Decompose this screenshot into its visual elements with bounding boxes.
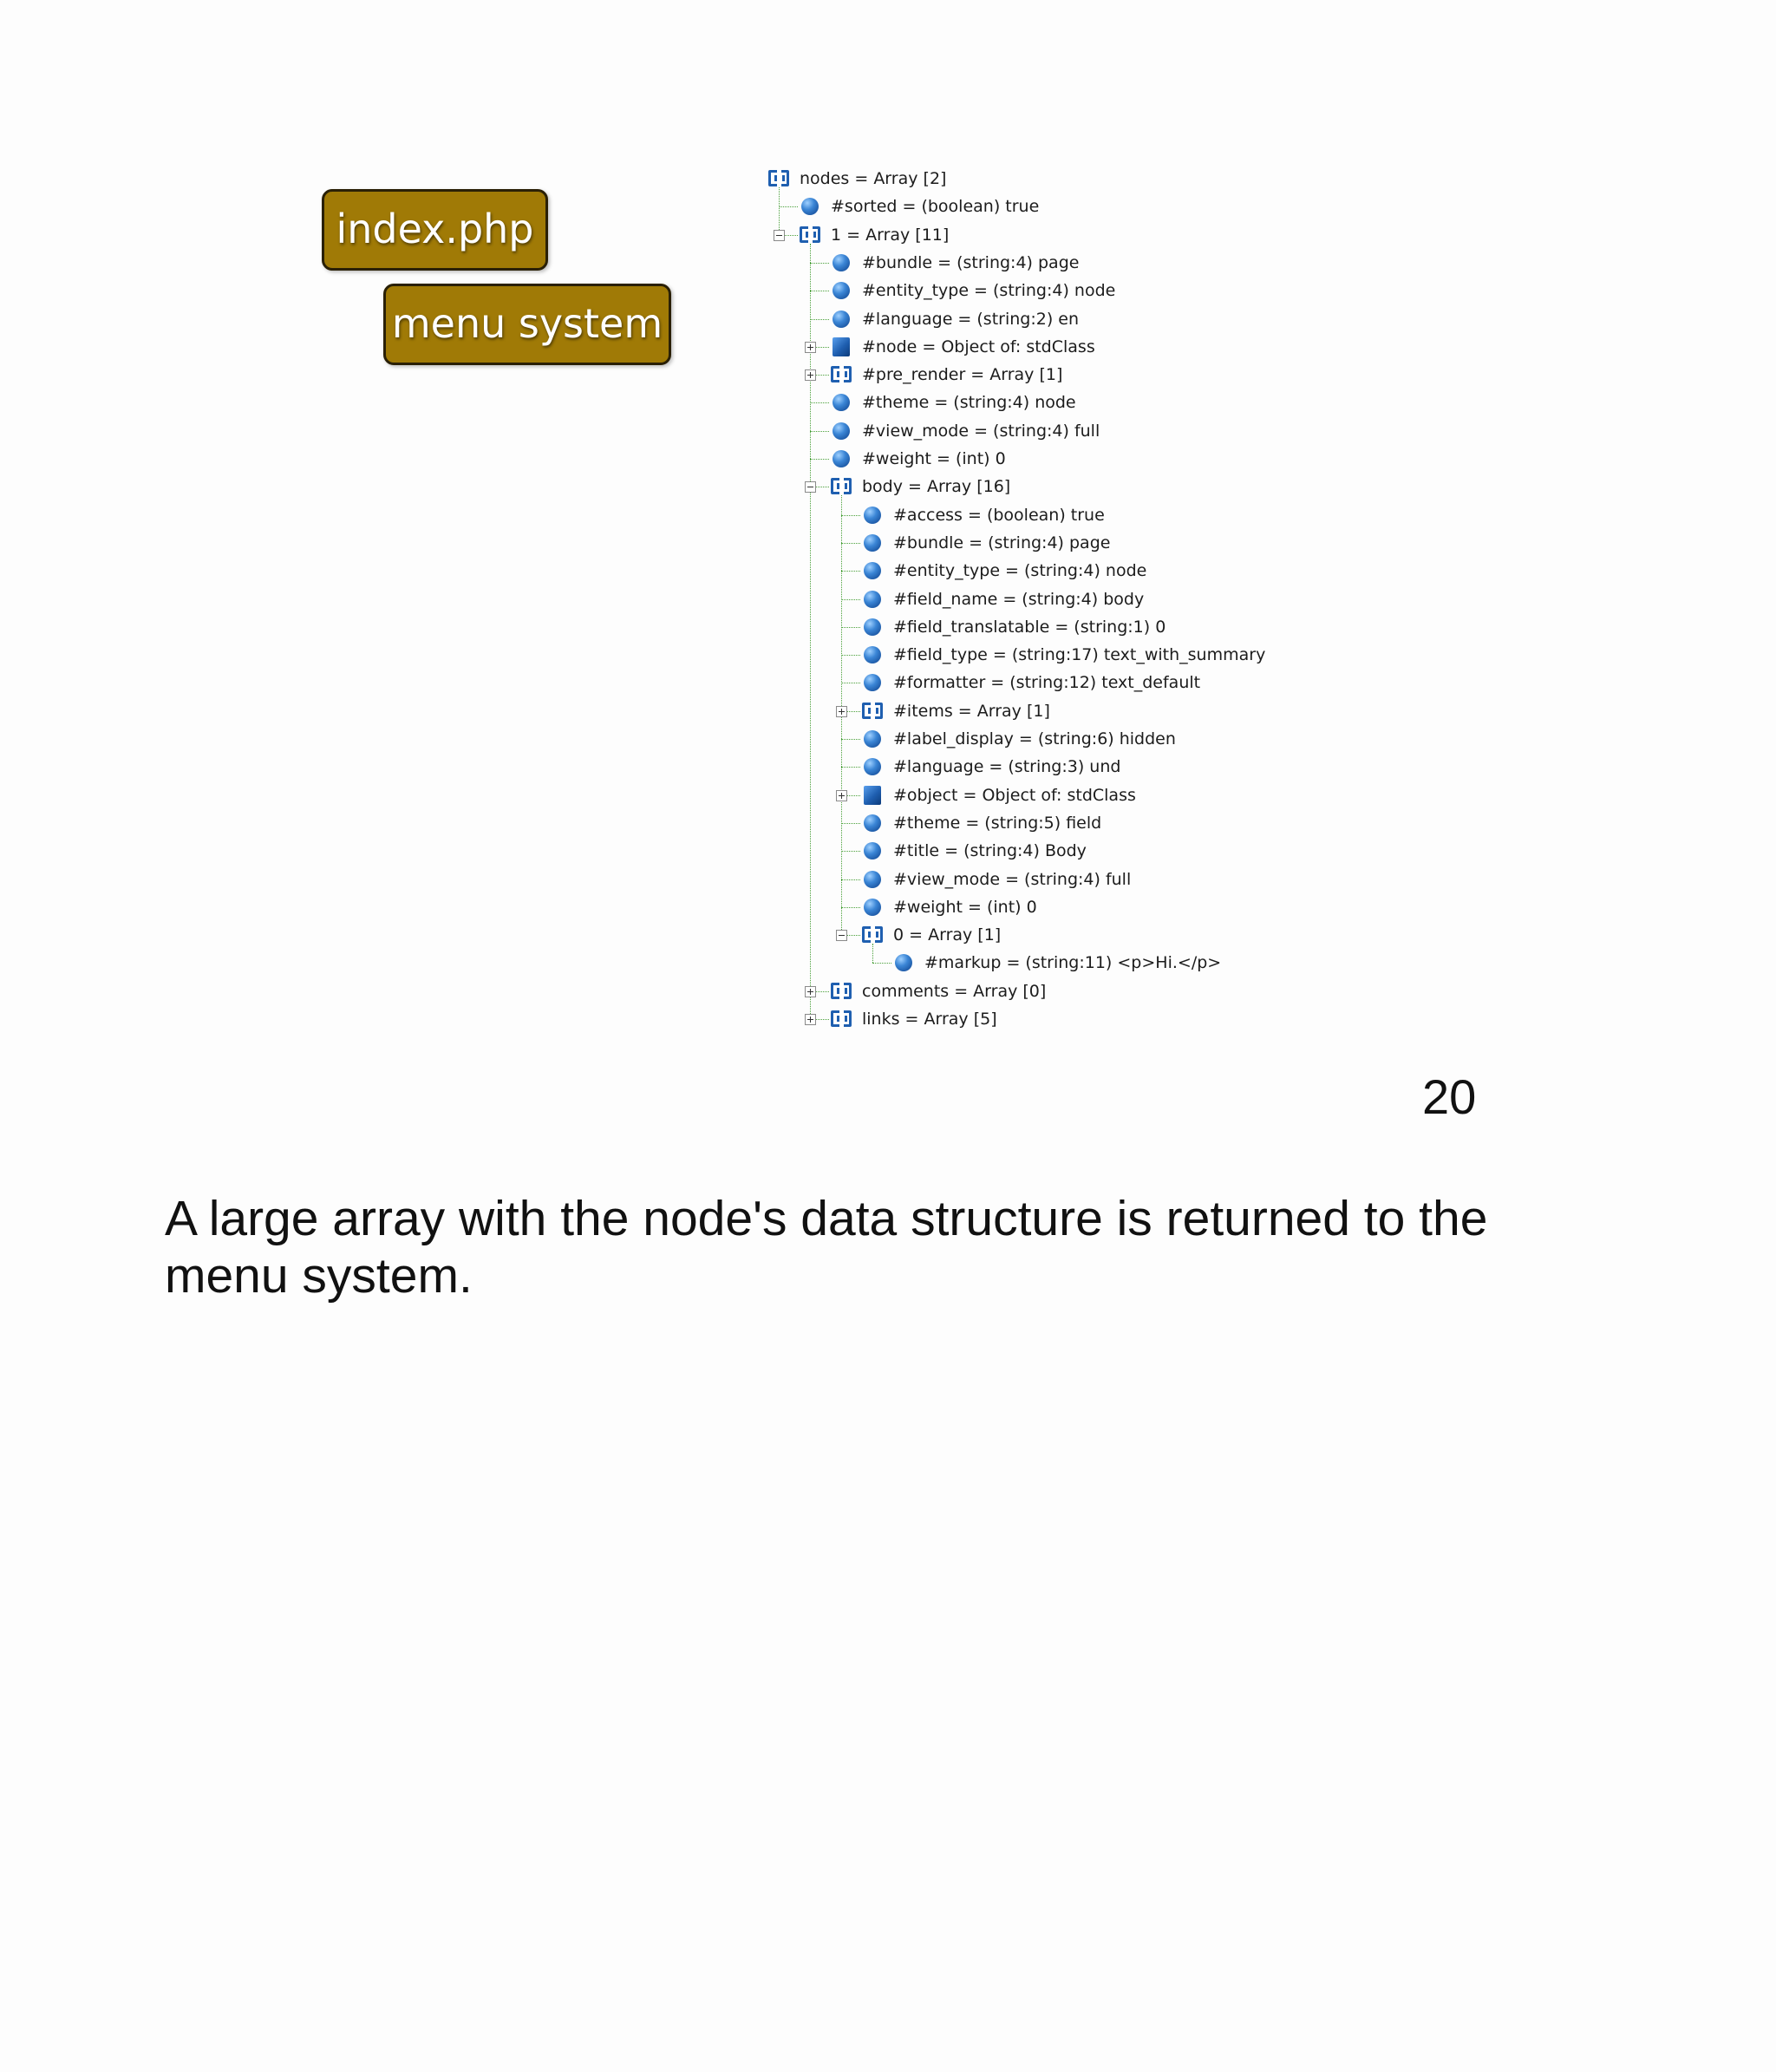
- tree-connector: [841, 823, 860, 824]
- tree-node-label: #view_mode = (string:4) full: [893, 869, 1132, 889]
- value-icon: [832, 394, 850, 411]
- tree-node-label: #formatter = (string:12) text_default: [893, 673, 1201, 693]
- expand-toggle-icon[interactable]: [836, 706, 847, 717]
- array-icon: [862, 703, 883, 719]
- tree-node-label: #field_translatable = (string:1) 0: [893, 617, 1166, 637]
- collapse-toggle-icon[interactable]: [805, 481, 816, 493]
- tree-connector: [810, 319, 829, 320]
- tree-connector: [841, 655, 860, 656]
- expand-toggle-icon[interactable]: [805, 986, 816, 997]
- value-icon: [864, 674, 881, 691]
- tree-node-label: #theme = (string:4) node: [862, 393, 1076, 413]
- collapse-toggle-icon[interactable]: [836, 930, 847, 941]
- tree-connector: [841, 543, 860, 544]
- tree-node-label: #bundle = (string:4) page: [893, 533, 1111, 552]
- tree-node-label: #field_name = (string:4) body: [893, 589, 1145, 609]
- tree-node-label: body = Array [16]: [862, 477, 1011, 497]
- value-icon: [801, 198, 819, 215]
- value-icon: [864, 507, 881, 524]
- value-icon: [864, 814, 881, 832]
- value-icon: [864, 758, 881, 775]
- tree-node-label: #weight = (int) 0: [862, 449, 1006, 468]
- tree-connector: [841, 879, 860, 880]
- menu-system-box: menu system: [383, 284, 671, 365]
- tree-node-label: #sorted = (boolean) true: [831, 197, 1040, 217]
- value-icon: [832, 422, 850, 440]
- array-icon: [831, 1010, 852, 1027]
- tree-connector: [841, 515, 860, 516]
- array-icon: [800, 226, 820, 243]
- value-icon: [864, 646, 881, 663]
- value-icon: [864, 871, 881, 888]
- index-php-box: index.php: [322, 189, 548, 271]
- value-icon: [832, 254, 850, 271]
- value-icon: [864, 534, 881, 552]
- tree-connector: [810, 431, 829, 432]
- debug-variable-tree: [763, 165, 1301, 1049]
- tree-node-label: #entity_type = (string:4) node: [862, 281, 1116, 301]
- tree-node-label: #entity_type = (string:4) node: [893, 561, 1147, 581]
- tree-connector: [841, 599, 860, 600]
- value-icon: [832, 450, 850, 467]
- array-icon: [862, 926, 883, 943]
- value-icon: [864, 842, 881, 860]
- tree-node-label: 0 = Array [1]: [893, 925, 1002, 945]
- tree-node-label: #items = Array [1]: [893, 701, 1050, 721]
- tree-node-label: #markup = (string:11) <p>Hi.</p>: [924, 953, 1222, 973]
- array-icon: [831, 478, 852, 494]
- value-icon: [864, 591, 881, 608]
- tree-node-label: comments = Array [0]: [862, 981, 1047, 1001]
- object-icon: [864, 786, 881, 805]
- tree-node-label: #field_type = (string:17) text_with_summary: [893, 645, 1266, 665]
- page-number: 20: [1422, 1069, 1477, 1124]
- value-icon: [832, 282, 850, 299]
- tree-connector: [841, 767, 860, 768]
- value-icon: [864, 730, 881, 748]
- tree-guide: [872, 944, 873, 963]
- array-icon: [831, 983, 852, 999]
- tree-connector: [841, 571, 860, 572]
- tree-node-label: #view_mode = (string:4) full: [862, 421, 1100, 441]
- array-icon: [831, 366, 852, 382]
- expand-toggle-icon[interactable]: [805, 342, 816, 353]
- collapse-toggle-icon[interactable]: [774, 230, 785, 241]
- tree-connector: [841, 851, 860, 852]
- expand-toggle-icon[interactable]: [805, 1014, 816, 1025]
- tree-connector: [872, 963, 891, 964]
- tree-node-label: links = Array [5]: [862, 1010, 997, 1029]
- value-icon: [864, 618, 881, 636]
- tree-node-label: 1 = Array [11]: [831, 225, 950, 245]
- tree-node-label: #language = (string:3) und: [893, 757, 1121, 777]
- tree-node-label: #bundle = (string:4) page: [862, 252, 1080, 272]
- value-icon: [895, 954, 912, 971]
- tree-guide: [779, 187, 780, 235]
- tree-node-label: #theme = (string:5) field: [893, 813, 1102, 833]
- tree-node-label: #label_display = (string:6) hidden: [893, 729, 1176, 748]
- expand-toggle-icon[interactable]: [805, 369, 816, 381]
- array-icon: [768, 170, 789, 186]
- tree-node-label: #pre_render = Array [1]: [862, 365, 1063, 385]
- tree-connector: [810, 402, 829, 403]
- tree-guide: [810, 244, 811, 1019]
- value-icon: [832, 310, 850, 328]
- tree-node-label: #object = Object of: stdClass: [893, 785, 1136, 805]
- tree-node-label: #title = (string:4) Body: [893, 841, 1087, 861]
- tree-connector: [779, 206, 798, 207]
- slide-caption: A large array with the node's data structure is returned to the menu system.: [165, 1191, 1488, 1304]
- expand-toggle-icon[interactable]: [836, 790, 847, 801]
- tree-connector: [810, 459, 829, 460]
- tree-node-label: #weight = (int) 0: [893, 897, 1037, 917]
- tree-connector: [810, 263, 829, 264]
- tree-node-label: #access = (boolean) true: [893, 505, 1105, 525]
- tree-connector: [841, 907, 860, 908]
- object-icon: [832, 337, 850, 356]
- tree-connector: [841, 627, 860, 628]
- tree-node-label: nodes = Array [2]: [800, 169, 947, 188]
- tree-node-label: #language = (string:2) en: [862, 309, 1080, 329]
- value-icon: [864, 899, 881, 916]
- value-icon: [864, 562, 881, 579]
- tree-node-label: #node = Object of: stdClass: [862, 337, 1095, 356]
- tree-connector: [841, 739, 860, 740]
